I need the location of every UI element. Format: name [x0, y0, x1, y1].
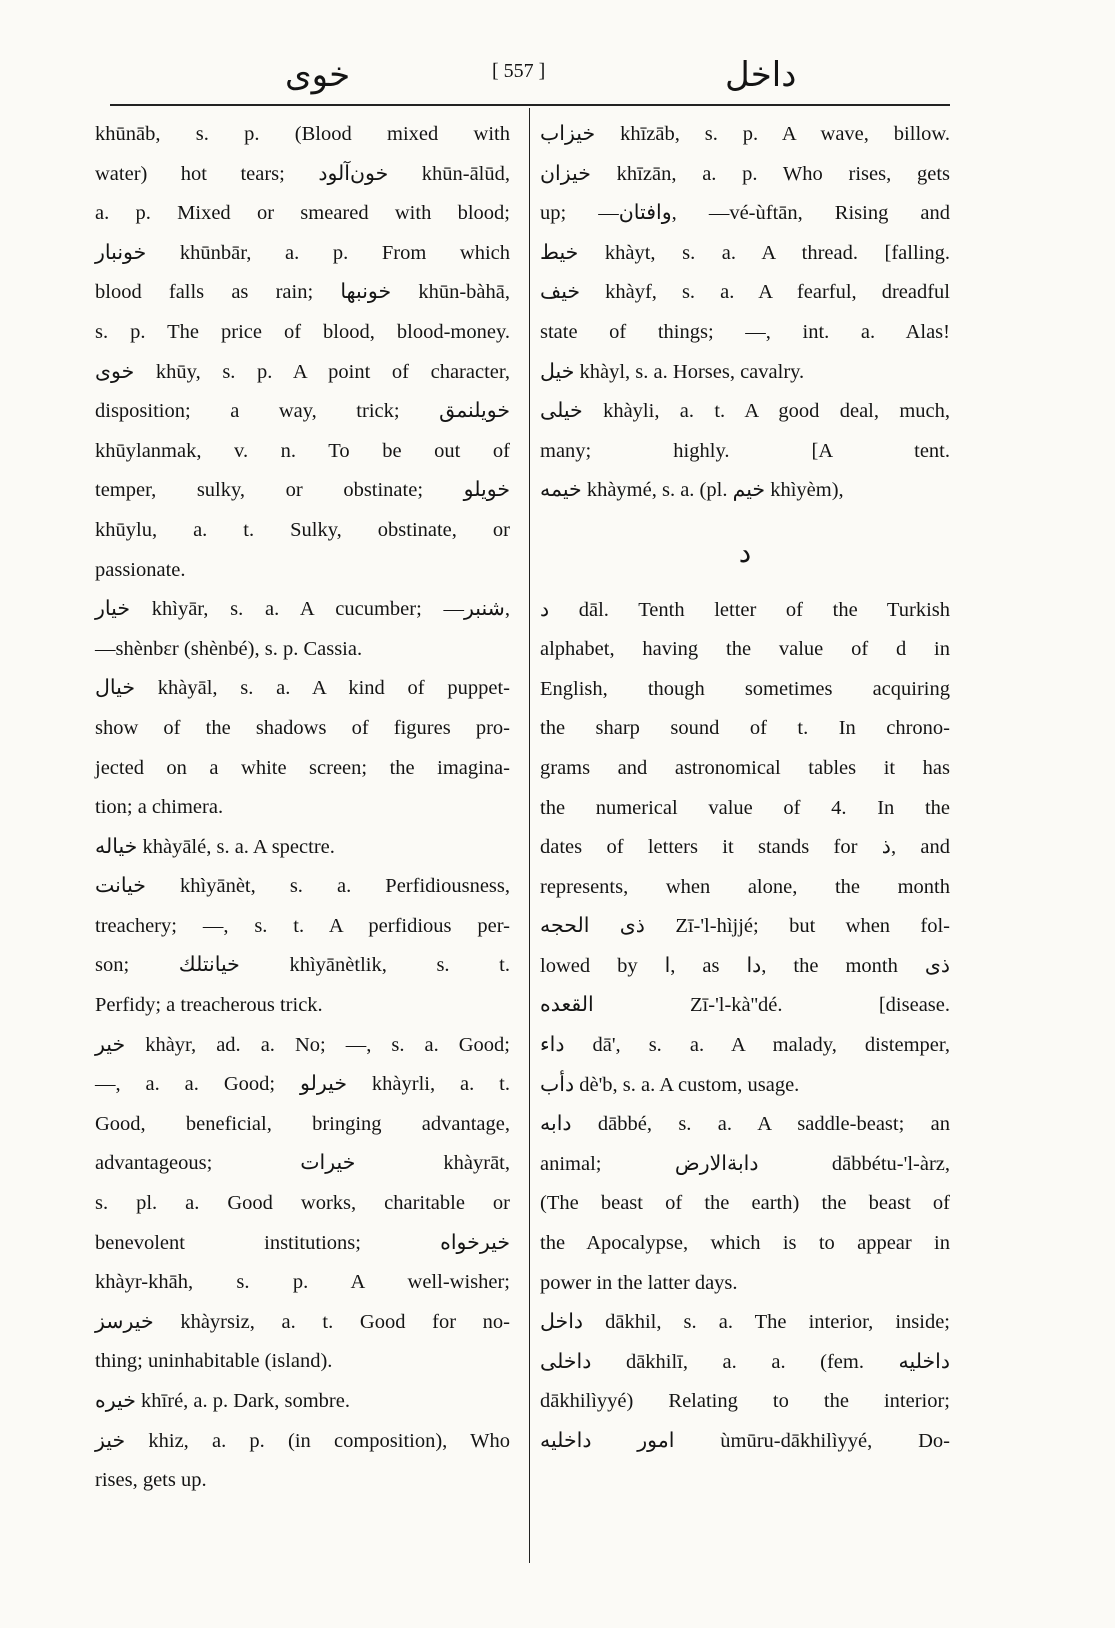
text-line: advantageous; خيرات khàyrāt, [95, 1152, 510, 1175]
header-right-arabic: داخل [725, 55, 797, 95]
text-line: khūylu, a. t. Sulky, obstinate, or [95, 518, 510, 541]
text-line: خيره khīré, a. p. Dark, sombre. [95, 1390, 350, 1412]
text-line: ذى الحجه Zī-'l-hìjjé; but when fol- [540, 915, 951, 938]
header-rule [110, 104, 950, 106]
text-line: khūnāb, s. p. (Blood mixed with [95, 123, 510, 145]
text-line: animal; دابةالارض dābbétu-'l-àrz, [540, 1152, 950, 1175]
text-line: خيف khàyf, s. a. A fearful, dreadful [540, 281, 950, 304]
text-line: jected on a white screen; the imagina- [95, 756, 510, 779]
left-column [95, 115, 510, 1501]
text-line: خيز khiz, a. p. (in composition), Who [95, 1429, 510, 1452]
right-column [540, 115, 950, 1462]
text-line: د dāl. Tenth letter of the Turkish [540, 598, 950, 621]
text-line: water) hot tears; خون‌آلود khūn-ālūd, [95, 162, 510, 185]
text-line: خيار khìyār, s. a. A cucumber; —شنبر, [95, 598, 510, 621]
text-line: خيل khàyl, s. a. Horses, cavalry. [540, 360, 805, 383]
text-line: القعده Zī-'l-kà''dé. [disease. [540, 994, 950, 1017]
text-line: blood falls as rain; خونبها khūn-bàhā, [95, 281, 510, 304]
text-line: خيزاب khīzāb, s. p. A wave, billow. [540, 123, 950, 145]
text-line: خيمه khàymé, s. a. (pl. خيم khìyèm), [540, 479, 844, 502]
text-line: son; خيانتلك khìyānètlik, s. t. [95, 954, 510, 977]
text-line: thing; uninhabitable (island). [95, 1350, 333, 1373]
letter-heading: د [738, 535, 752, 569]
text-line: خياله khàyālé, s. a. A spectre. [95, 835, 335, 858]
text-line: disposition; a way, trick; خويلنمق [95, 400, 510, 423]
text-line: —shènbɛr (shènbé), s. p. Cassia. [95, 637, 363, 660]
text-line: the sharp sound of t. In chrono- [540, 717, 950, 740]
text-line: خيزان khīzān, a. p. Who rises, gets [540, 162, 950, 185]
header-left-arabic: خوى [285, 55, 351, 95]
text-line: خوى khūy, s. p. A point of character, [95, 360, 510, 383]
text-line: alphabet, having the value of d in [540, 638, 950, 661]
text-line: dākhilìyyé) Relating to the interior; [540, 1390, 950, 1413]
text-line: —, a. a. Good; خيرلو khàyrli, a. t. [95, 1073, 510, 1096]
text-line: s. p. The price of blood, blood-money. [95, 320, 510, 343]
text-line: داء dā', s. a. A malady, distemper, [540, 1034, 950, 1057]
text-line: English, though sometimes acquiring [540, 677, 950, 700]
text-line: امور داخليه ùmūru-dākhilìyyé, Do- [540, 1430, 950, 1452]
text-line: passionate. [95, 558, 186, 581]
text-line: Good, beneficial, bringing advantage, [95, 1112, 510, 1135]
text-line: the Apocalypse, which is to appear in [540, 1232, 950, 1255]
text-line: dates of letters it stands for ذ, and [540, 836, 950, 859]
text-line: داخلى dākhilī, a. a. (fem. داخليه [540, 1350, 950, 1373]
page-number: [ 557 ] [492, 60, 546, 82]
text-line: rises, gets up. [95, 1469, 207, 1492]
text-line: دابه dābbé, s. a. A saddle-beast; an [540, 1113, 950, 1136]
text-line: represents, when alone, the month [540, 875, 950, 898]
text-line: داخل dākhil, s. a. The interior, inside; [540, 1311, 950, 1334]
text-line: خير khàyr, ad. a. No; —, s. a. Good; [95, 1033, 510, 1056]
text-line: دأب dè'b, s. a. A custom, usage. [540, 1073, 800, 1096]
text-line: خيلى khàyli, a. t. A good deal, much, [540, 400, 950, 423]
text-line: show of the shadows of figures pro- [95, 716, 510, 739]
text-line: lowed by ا, as دا, the month ذى [540, 954, 951, 977]
column-divider [529, 108, 530, 1563]
text-line: tion; a chimera. [95, 796, 224, 819]
text-line: s. pl. a. Good works, charitable or [95, 1192, 510, 1215]
text-line: treachery; —, s. t. A perfidious per- [95, 914, 510, 937]
text-line: khūylanmak, v. n. To be out of [95, 439, 510, 462]
text-line: خيط khàyt, s. a. A thread. [falling. [540, 241, 950, 264]
text-line: Perfidy; a treacherous trick. [95, 994, 323, 1017]
text-line: power in the latter days. [540, 1271, 738, 1294]
text-line: (The beast of the earth) the beast of [540, 1192, 950, 1215]
text-line: the numerical value of 4. In the [540, 796, 950, 819]
text-line: grams and astronomical tables it has [540, 756, 950, 779]
text-line: خيرسز khàyrsiz, a. t. Good for no- [95, 1310, 510, 1333]
text-line: خيانت khìyānèt, s. a. Perfidiousness, [95, 875, 510, 898]
text-line: state of things; —, int. a. Alas! [540, 320, 950, 343]
text-line: many; highly. [A tent. [540, 439, 950, 462]
text-line: khàyr-khāh, s. p. A well-wisher; [95, 1271, 510, 1294]
text-line: خونبار khūnbār, a. p. From which [95, 241, 510, 264]
text-line: up; —وافتان, —vé-ùftān, Rising and [540, 202, 950, 225]
text-line: temper, sulky, or obstinate; خويلو [95, 479, 510, 502]
text-line: a. p. Mixed or smeared with blood; [95, 202, 510, 225]
text-line: benevolent institutions; خيرخواه [95, 1231, 510, 1254]
text-line: خيال khàyāl, s. a. A kind of puppet- [95, 677, 510, 700]
